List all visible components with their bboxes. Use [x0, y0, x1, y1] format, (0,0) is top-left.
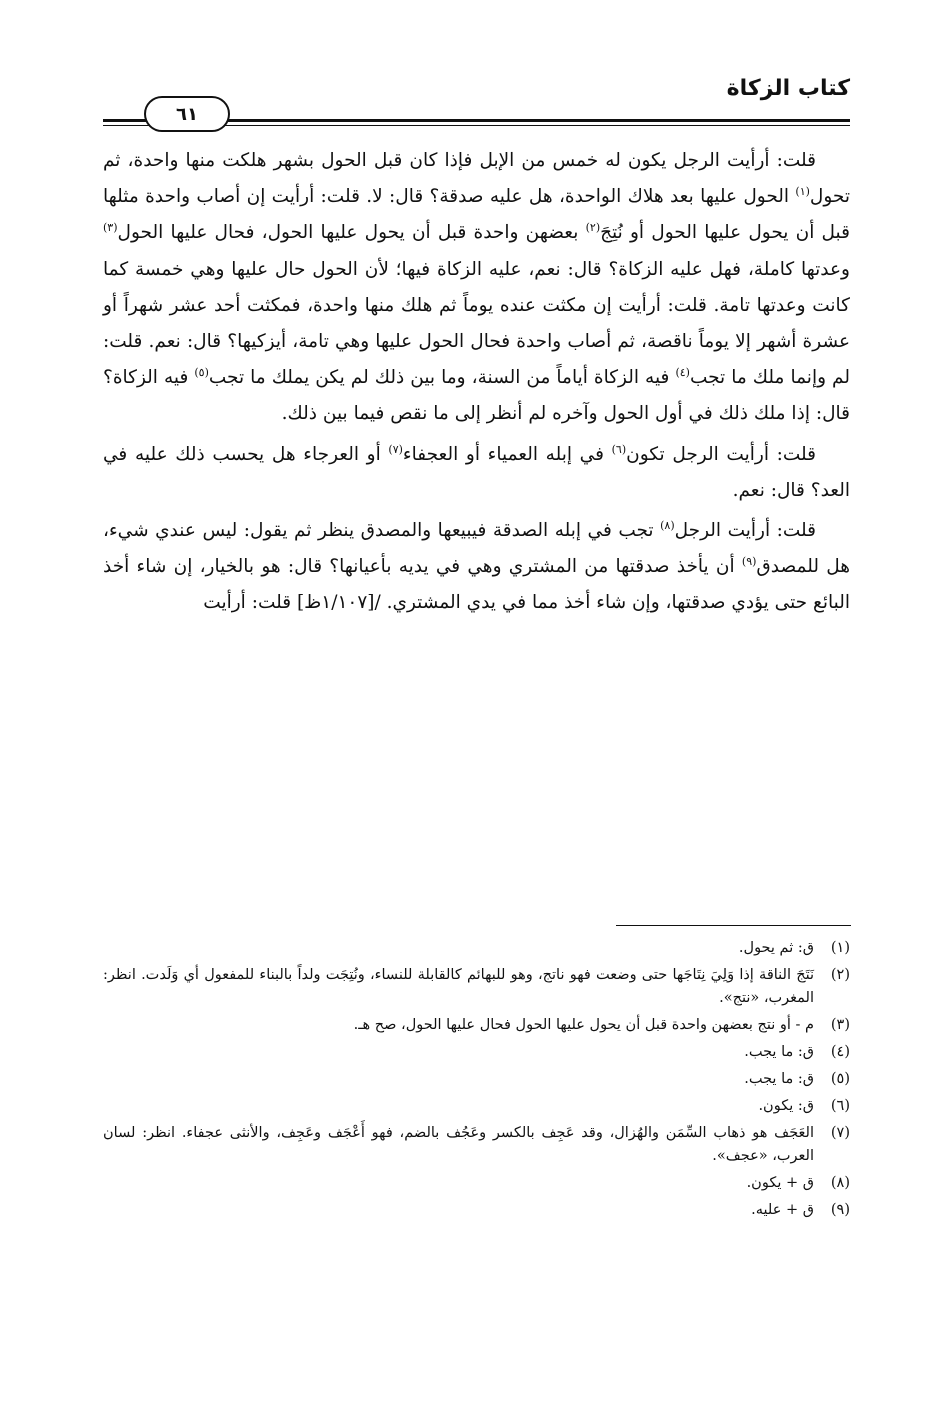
footnote-ref: (٧) — [388, 442, 403, 456]
footnote — [103, 1172, 850, 1195]
footnote-number: (٣) — [830, 1017, 850, 1033]
paragraph — [103, 437, 850, 509]
paragraph — [103, 143, 850, 433]
footnote-text: ق: يكون. — [758, 1098, 814, 1114]
footnote-text: نَتَجَ الناقة إذا وَلِيَ نِتَاجَها حتى وضعت فهو ناتج، وهو للبهائم كالقابلة للنساء، ونُتِجَت ولداً بالبناء للمفعول أي وَلَدت. انظر: المغرب، «نتج». — [103, 967, 814, 1006]
footnote-text: العَجَف هو ذهاب السِّمَن والهُزال، وقد عَجِف بالكسر وعَجُف بالضم، فهو أَعْجَف وعَجِف، والأنثى عجفاء. انظر: لسان العرب، «عجف». — [103, 1125, 814, 1164]
footnote-ref: (٥) — [194, 366, 209, 380]
footnote — [103, 1199, 850, 1222]
footnote-text: ق: ما يجب. — [744, 1071, 814, 1087]
footnote-text: ق: ثم يحول. — [738, 940, 814, 956]
running-title: كتاب الزكاة — [726, 76, 850, 101]
text-run: الحول عليها بعد هلاك الواحدة، هل عليه صدقة؟ قال: لا. قلت: أرأيت إن أصاب واحدة مثلها قبل أن يحول عليها الحول أو نُتِجَ — [103, 186, 850, 244]
footnotes — [103, 937, 850, 1226]
footnote — [103, 937, 850, 960]
text-run: فيه الزكاة أياماً من السنة، وما بين ذلك لم يكن يملك ما تجب — [208, 367, 676, 389]
footnote-number: (٦) — [830, 1098, 850, 1114]
footnote-text: ق + عليه. — [751, 1202, 814, 1218]
footnote-number: (٧) — [830, 1125, 850, 1141]
footnote — [103, 1122, 850, 1168]
footnote — [103, 1041, 850, 1064]
paragraph — [103, 513, 850, 622]
footnote-text: م - أو نتج بعضهن واحدة قبل أن يحول عليها الحول فحال عليها الحول، صح هـ. — [353, 1017, 814, 1033]
footnote-text: ق: ما يجب. — [744, 1044, 814, 1060]
footnote-number: (١) — [830, 940, 850, 956]
text-run: قلت: أرأيت الرجل — [674, 520, 816, 542]
footnote-number: (٨) — [830, 1175, 850, 1191]
text-run: بعضهن واحدة قبل أن يحول عليها الحول، فحال عليها الحول — [117, 222, 586, 244]
footnote-ref: (٤) — [675, 366, 690, 380]
footnote-ref: (٨) — [660, 518, 675, 532]
footnote-ref: (٦) — [611, 442, 627, 456]
footnote-ref: (٩) — [741, 555, 757, 569]
footnote-number: (٥) — [830, 1071, 850, 1087]
text-run: أن يأخذ صدقتها من المشتري وهي في يديه بأعيانها؟ قال: هو بالخيار، إن شاء أخذ البائع حتى يؤدي صدقتها، وإن شاء أخذ مما في يدي المشتري. /[١/١٠٧ظ] قلت: أرأيت — [103, 556, 850, 614]
text-run: قلت: أرأيت الرجل يكون له خمس من الإبل فإذا كان قبل الحول بشهر هلكت منها واحدة، ثم تحول — [103, 150, 850, 208]
text-run: قلت: أرأيت الرجل تكون — [626, 443, 816, 465]
footnote-separator — [616, 925, 851, 926]
footnote-number: (٢) — [830, 967, 850, 983]
text-run: في إبله العمياء أو العجفاء — [402, 443, 612, 465]
footnote-number: (٩) — [830, 1202, 850, 1218]
text-run: أو العرجاء هل يحسب ذلك عليه في العد؟ قال: نعم. — [103, 443, 850, 501]
footnote — [103, 1014, 850, 1037]
text-run: وعدتها كاملة، فهل عليه الزكاة؟ قال: نعم، عليه الزكاة فيها؛ لأن الحول حال عليها وهي خمسة كما كانت وعدتها تامة. قلت: أرأيت إن مكثت عنده يوماً ثم هلك منها واحدة، فمكثت أحد عشر شهراً أو عشرة أشهر إلا يوماً ناقصة، ثم أصاب واحدة فحال الحول عليها وهي تامة، أيزكيها؟ قال: نعم. قلت: لم وإنما ملك ما تجب — [103, 258, 850, 389]
footnote-text: ق + يكون. — [746, 1175, 814, 1191]
footnote — [103, 964, 850, 1010]
footnote-ref: (٢) — [585, 221, 601, 235]
footnote-number: (٤) — [830, 1044, 850, 1060]
body-text — [103, 143, 850, 626]
footnote — [103, 1068, 850, 1091]
text-run: تجب في إبله الصدقة فيبيعها والمصدق ينظر ثم يقول: ليس عندي شيء، هل للمصدق — [103, 520, 850, 578]
footnote-ref: (٣) — [103, 221, 118, 235]
footnote — [103, 1095, 850, 1118]
text-run: فيه الزكاة؟ قال: إذا ملك ذلك في أول الحول وآخره لم أنظر إلى ما نقص فيما بين ذلك. — [103, 367, 850, 425]
footnote-ref: (١) — [795, 185, 810, 199]
page-number: ٦١ — [144, 96, 230, 132]
